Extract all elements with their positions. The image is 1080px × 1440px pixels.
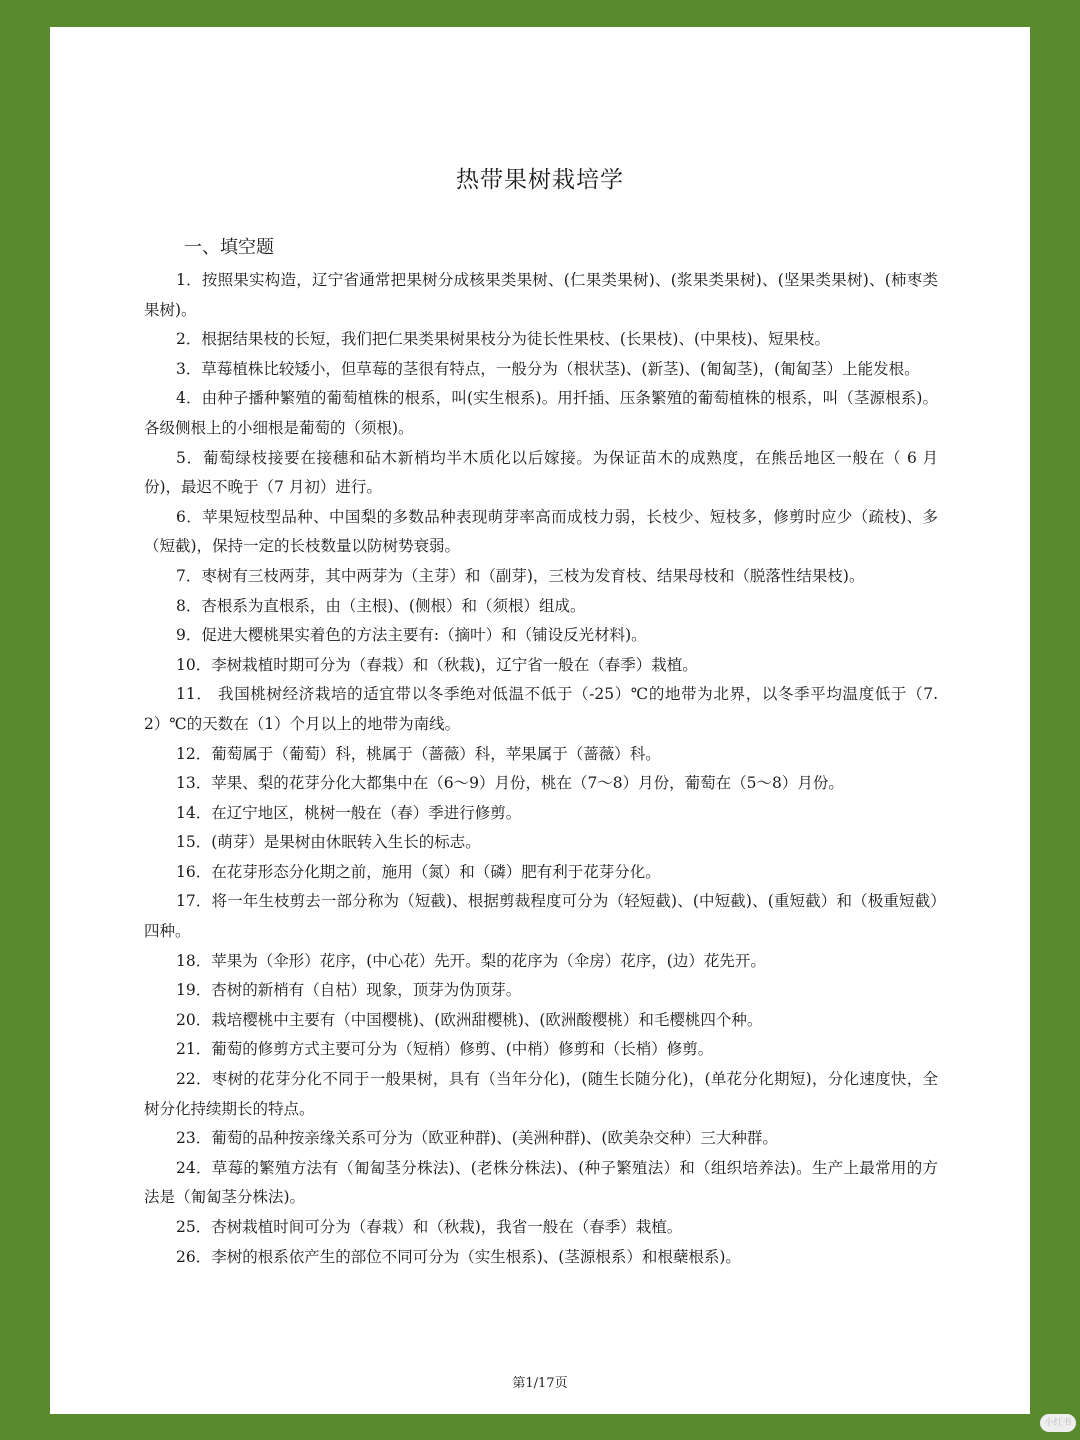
question-item: 1．按照果实构造，辽宁省通常把果树分成核果类果树、(仁果类果树)、(浆果类果树)、(坚果类果树)、(柿枣类果树)。 [144,271,938,319]
question-item: 12．葡萄属于（葡萄）科，桃属于（蔷薇）科，苹果属于（蔷薇）科。 [176,744,661,763]
question-item: 15．(萌芽）是果树由休眠转入生长的标志。 [176,833,481,852]
question-item: 24．草莓的繁殖方法有（匍匐茎分株法)、(老株分株法)、(种子繁殖法）和（组织培养法)。生产上最常用的方法是（匍匐茎分株法)。 [144,1158,938,1207]
section-heading: 一、填空题 [184,237,274,258]
question-item: 19．杏树的新梢有（自枯）现象，顶芽为伪顶芽。 [176,981,522,1000]
question-item: 13．苹果、梨的花芽分化大都集中在（6～9）月份，桃在（7～8）月份，葡萄在（5～8）月份。 [176,774,844,793]
question-item: 21．葡萄的修剪方式主要可分为（短梢）修剪、(中梢）修剪和（长梢）修剪。 [176,1040,714,1059]
page-number: 第1/17页 [512,1376,568,1391]
question-item: 11． 我国桃树经济栽培的适宜带以冬季绝对低温不低于（-25）℃的地带为北界，以冬季平均温度低于（7.2）℃的天数在（1）个月以上的地带为南线。 [144,685,938,733]
question-item: 9．促进大樱桃果实着色的方法主要有:（摘叶）和（铺设反光材料)。 [176,626,647,645]
question-item: 16．在花芽形态分化期之前，施用（氮）和（磷）肥有利于花芽分化。 [176,862,661,881]
question-item: 25．杏树栽植时间可分为（春栽）和（秋栽)，我省一般在（春季）栽植。 [176,1218,683,1236]
question-item: 22．枣树的花芽分化不同于一般果树，具有（当年分化)，(随生长随分化)，(单花分化期短)，分化速度快，全树分化持续期长的特点。 [144,1070,938,1118]
question-item: 5．葡萄绿枝接要在接穗和砧木新梢均半木质化以后嫁接。为保证苗木的成熟度，在熊岳地区一般在（ 6 月份)，最迟不晚于（7 月初）进行。 [144,448,938,497]
question-item: 8．杏根系为直根系，由（主根)、(侧根）和（须根）组成。 [176,596,586,615]
page-title: 热带果树栽培学 [456,167,624,193]
watermark-logo: 小红书 [1040,1414,1076,1432]
question-item: 14．在辽宁地区，桃树一般在（春）季进行修剪。 [176,803,522,822]
question-item: 3．草莓植株比较矮小，但草莓的茎很有特点，一般分为（根状茎)、(新茎)、(匍匐茎)，(匍匐茎）上能发根。 [176,359,920,378]
question-item: 2．根据结果枝的长短，我们把仁果类果树果枝分为徒长性果枝、(长果枝)、(中果枝)、短果枝。 [176,330,831,349]
question-item: 6．苹果短枝型品种、中国梨的多数品种表现萌芽率高而成枝力弱，长枝少、短枝多，修剪时应少（疏枝)、多（短截)，保持一定的长枝数量以防树势衰弱。 [144,507,938,556]
question-item: 17．将一年生枝剪去一部分称为（短截)、根据剪裁程度可分为（轻短截)、(中短截)、(重短截）和（极重短截）四种。 [144,892,938,941]
question-item: 23．葡萄的品种按亲缘关系可分为（欧亚种群)、(美洲种群)、(欧美杂交种）三大种群。 [176,1129,778,1148]
question-item: 4．由种子播种繁殖的葡萄植株的根系，叫(实生根系)。用扦插、压条繁殖的葡萄植株的根系，叫（茎源根系)。各级侧根上的小细根是葡萄的（须根)。 [144,389,938,437]
question-list [144,266,938,1272]
question-item: 7．枣树有三枝两芽，其中两芽为（主芽）和（副芽)，三枝为发育枝、结果母枝和（脱落性结果枝)。 [176,566,865,585]
document-page [50,27,1030,1414]
question-item: 10．李树栽植时期可分为（春栽）和（秋栽)，辽宁省一般在（春季）栽植。 [176,655,698,674]
question-item: 18．苹果为（伞形）花序，(中心花）先开。梨的花序为（伞房）花序，(边）花先开。 [176,951,766,970]
question-item: 26．李树的根系依产生的部位不同可分为（实生根系)、(茎源根系）和根蘖根系)。 [176,1247,741,1266]
question-item: 20．栽培樱桃中主要有（中国樱桃)、(欧洲甜樱桃)、(欧洲酸樱桃）和毛樱桃四个种。 [176,1010,763,1029]
